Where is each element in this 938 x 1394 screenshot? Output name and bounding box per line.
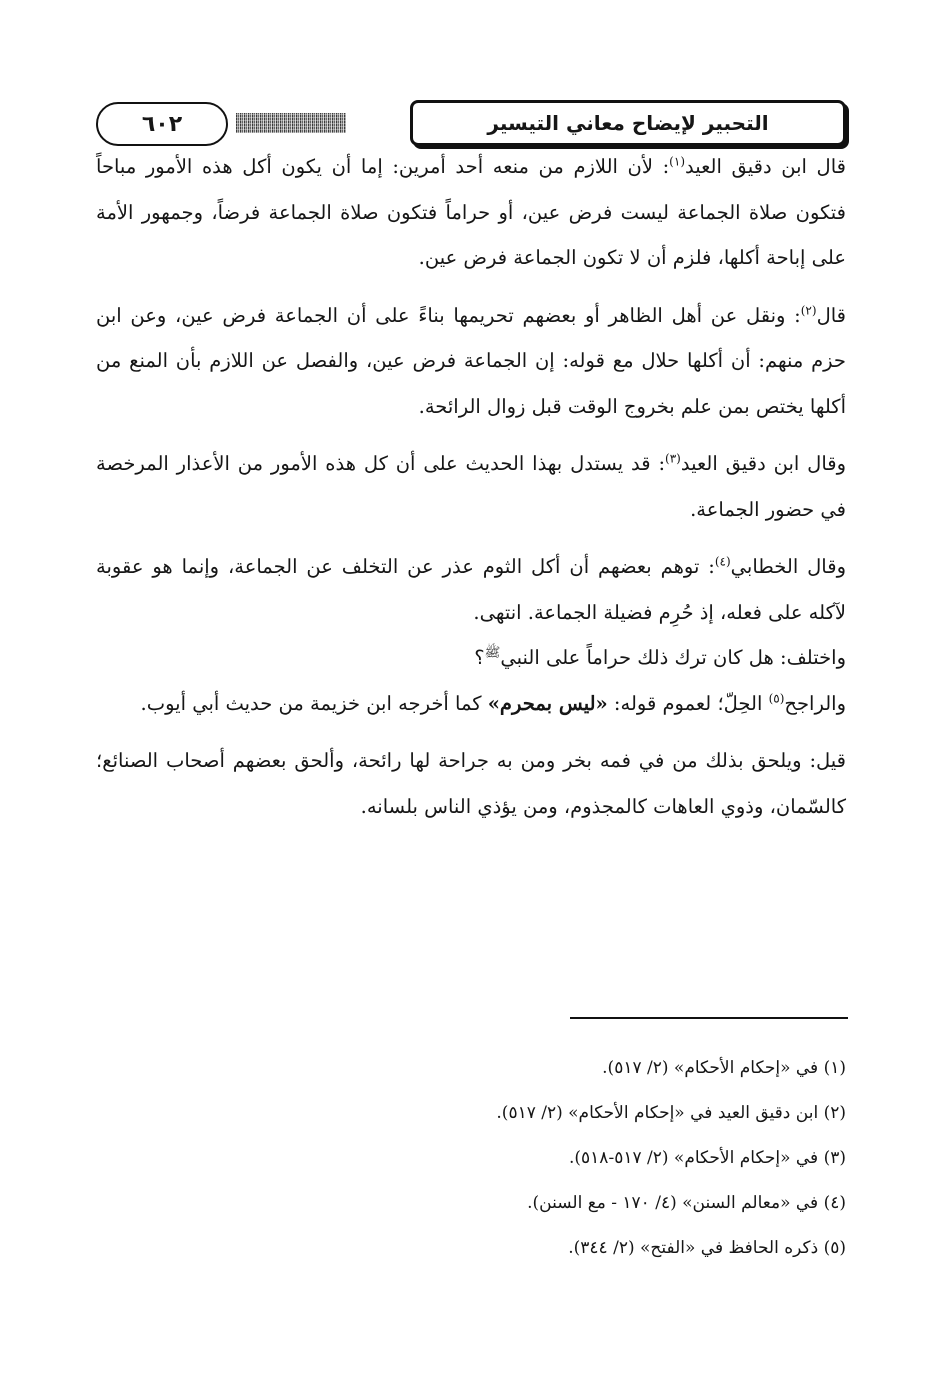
page-number-badge <box>96 102 228 146</box>
paragraph-6 <box>96 681 846 727</box>
footnote-5: (٥) ذكره الحافظ في «الفتح» (٢/ ٣٤٤). <box>568 1238 846 1258</box>
header-ornament-band <box>236 113 346 133</box>
book-title-frame <box>410 100 846 146</box>
footnote-4: (٤) في «معالم السنن» (٤/ ١٧٠ - مع السنن). <box>527 1193 846 1213</box>
salawat-honorific: ﷺ <box>484 645 501 661</box>
footnote-ref-4: (٤) <box>714 554 731 569</box>
footnote-ref-1: (١) <box>669 154 685 169</box>
paragraph-3-text-a: وقال ابن دقيق العيد <box>680 452 847 475</box>
footnotes <box>96 1046 846 1271</box>
hadith-quote: «ليس بمحرم» <box>487 691 608 715</box>
footnote-ref-5: (٥) <box>768 691 785 705</box>
main-text <box>96 144 846 841</box>
paragraph-5-text-b: ؟ <box>474 646 485 669</box>
paragraph-2 <box>96 293 846 430</box>
paragraph-3-text-b: : قد يستدل بهذا الحديث على أن كل هذه الأمور من الأعذار المرخصة في حضور الجماعة. <box>96 452 846 521</box>
paragraph-2-text-a: قال <box>816 303 846 327</box>
footnote-ref-3: (٣) <box>665 451 681 466</box>
footnote-separator <box>570 1017 848 1019</box>
paragraph-4 <box>96 544 846 635</box>
footnote-2: (٢) ابن دقيق العيد في «إحكام الأحكام» (٢/ ٥١٧). <box>496 1103 846 1123</box>
paragraph-6-text-c: كما أخرجه ابن خزيمة من حديث أبي أيوب. <box>140 691 488 715</box>
paragraph-7: قيل: ويلحق بذلك من في فمه بخر ومن به جراحة لها رائحة، وألحق بعضهم أصحاب الصنائع؛ كالسّمان، وذوي العاهات كالمجذوم، ومن يؤذي الناس بلسانه. <box>96 749 846 818</box>
book-title: التحبير لإيضاح معاني التيسير <box>487 111 769 135</box>
footnote-3: (٣) في «إحكام الأحكام» (٢/ ٥١٧-٥١٨). <box>569 1148 846 1168</box>
paragraph-1-text-a: قال ابن دقيق العيد <box>685 155 846 178</box>
paragraph-2-text-b: : ونقل عن أهل الظاهر أو بعضهم تحريمها بناءً على أن الجماعة فرض عين، وعن ابن حزم منهم: أن أكلها حلال مع قوله: إن الجماعة فرض عين، والفصل عن اللازم بأن المنع من أكلها يختص بمن علم بخروج الوقت قبل زوال الرائحة. <box>96 303 846 418</box>
paragraph-5-text-a: واختلف: هل كان ترك ذلك حراماً على النبي <box>500 646 846 669</box>
paragraph-4-text-b: : توهم بعضهم أن أكل الثوم عذر عن التخلف عن الجماعة، وإنما هو عقوبة لآكله على فعله، إذ حُرِم فضيلة الجماعة. انتهى. <box>96 555 846 624</box>
footnote-ref-2: (٢) <box>800 303 817 317</box>
paragraph-3 <box>96 441 846 532</box>
page-number: ٦٠٢ <box>141 111 183 137</box>
footnote-1: (١) في «إحكام الأحكام» (٢/ ٥١٧). <box>602 1058 846 1078</box>
paragraph-4-text-a: وقال الخطابي <box>730 555 846 578</box>
paragraph-5 <box>96 635 846 681</box>
paragraph-6-text-a: والراجح <box>784 691 846 715</box>
page-header <box>96 100 846 146</box>
paragraph-1-text-b: : لأن اللازم من منعه أحد أمرين: إما أن يكون أكل هذه الأمور مباحاً فتكون صلاة الجماعة ليست فرض عين، أو حراماً فتكون صلاة الجماعة فرضاً، وجمهور الأمة على إباحة أكلها، فلزم أن لا تكون الجماعة فرض عين. <box>96 155 846 269</box>
paragraph-1 <box>96 144 846 281</box>
paragraph-6-text-b: الحِلّ؛ لعموم قوله: <box>607 691 769 715</box>
